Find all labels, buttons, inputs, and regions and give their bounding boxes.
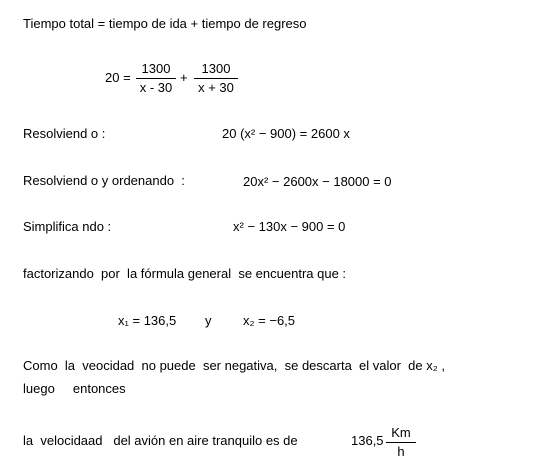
- fraction-bar: [136, 78, 176, 79]
- fraction-outbound: [136, 61, 176, 96]
- unit-denominator: h: [397, 444, 405, 459]
- step-label-ordenando: Resolviend o y ordenando :: [23, 173, 185, 188]
- fraction-numerator: 1300: [201, 61, 231, 76]
- root-x2: x₂ = −6,5: [243, 313, 296, 328]
- final-answer-text: la velocidaad del avión en aire tranquilo es de: [23, 433, 298, 448]
- step-expr-simplificando: x² − 130x − 900 = 0: [233, 219, 346, 234]
- root-x1: x₁ = 136,5: [118, 313, 177, 328]
- step-label-simplificando: Simplifica ndo :: [23, 219, 112, 234]
- step-label-resolviendo: Resolviend o :: [23, 126, 106, 141]
- fraction-numerator: 1300: [141, 61, 171, 76]
- final-answer-value: 136,5: [351, 433, 384, 448]
- step-expr-resolviendo: 20 (x² − 900) = 2600 x: [222, 126, 350, 141]
- unit-fraction: [386, 425, 416, 460]
- conclusion-line-2: luego entonces: [23, 381, 126, 396]
- fraction-return: [194, 61, 238, 96]
- factorizando-text: factorizando por la fórmula general se encuentra que :: [23, 266, 347, 281]
- unit-numerator: Km: [391, 425, 411, 440]
- fraction-bar: [194, 78, 238, 79]
- fraction-bar: [386, 442, 416, 443]
- root-conjunction: y: [205, 313, 212, 328]
- equation-lhs: 20 =: [105, 70, 131, 85]
- plus-sign: +: [180, 70, 188, 85]
- conclusion-line-1: Como la veocidad no puede ser negativa, se descarta el valor de x₂ ,: [23, 358, 446, 373]
- statement-total-time: Tiempo total = tiempo de ida + tiempo de regreso: [23, 16, 307, 31]
- fraction-denominator: x - 30: [139, 80, 173, 95]
- step-expr-ordenando: 20x² − 2600x − 18000 = 0: [243, 174, 392, 189]
- fraction-denominator: x + 30: [198, 80, 234, 95]
